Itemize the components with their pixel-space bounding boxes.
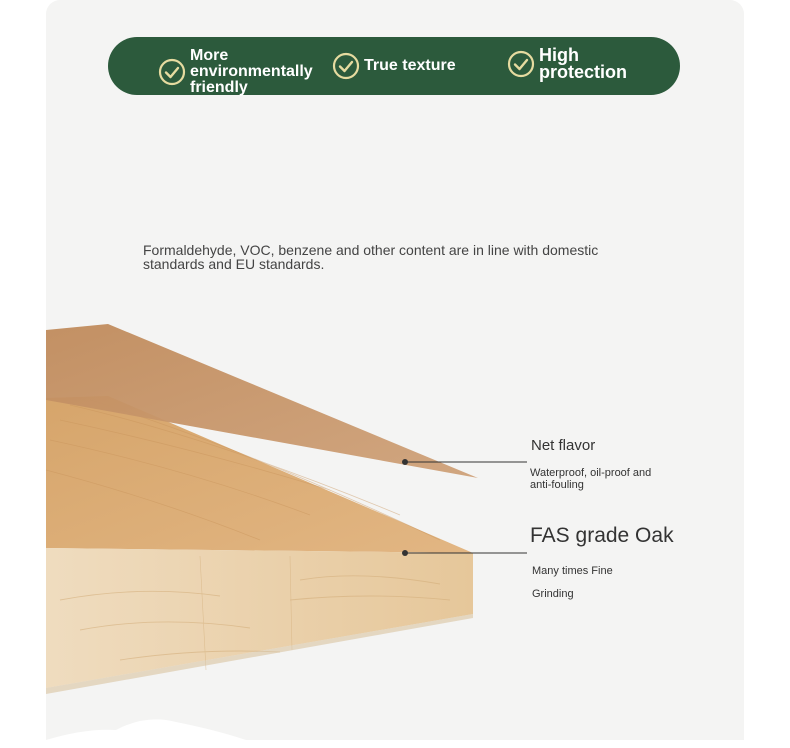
feature-texture-label: True texture [364, 57, 456, 74]
net-flavor-title: Net flavor [531, 437, 596, 454]
oak-title: FAS grade Oak [530, 524, 674, 547]
oak-subtitle-line2: Grinding [532, 588, 574, 600]
oak-subtitle-line1: Many times Fine [532, 565, 613, 577]
standards-description: Formaldehyde, VOC, benzene and other content are in line with domestic standards and EU standards. [143, 242, 599, 272]
net-flavor-subtitle: Waterproof, oil-proof and anti-fouling [530, 467, 652, 491]
oak-board [46, 396, 473, 694]
feature-eco-label: More environmentally friendly [190, 47, 313, 96]
feature-protection-label: High protection [539, 45, 627, 82]
